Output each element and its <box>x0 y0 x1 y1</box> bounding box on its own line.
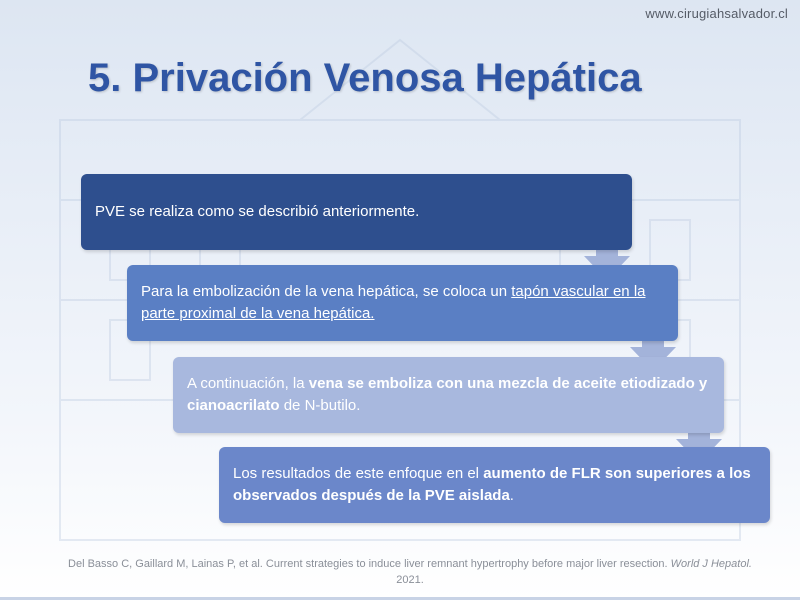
citation-journal: World J Hepatol. <box>670 558 752 570</box>
citation-year: 2021. <box>396 574 424 586</box>
step-text <box>141 281 664 325</box>
step-text <box>233 463 756 507</box>
step-text-bold: aumento de FLR son superiores a los observados después de la PVE aislada <box>233 465 751 504</box>
reference-citation <box>60 556 760 588</box>
process-step-2 <box>127 265 678 341</box>
step-text <box>187 373 710 417</box>
website-url: www.cirugiahsalvador.cl <box>645 6 788 21</box>
step-text <box>95 201 419 223</box>
step-text-part: de N-butilo. <box>279 397 361 414</box>
slide-title: 5. Privación Venosa Hepática <box>88 56 642 100</box>
step-text-part: . <box>509 487 514 504</box>
step-text-bold: vena se emboliza con una mezcla de aceite etiodizado y cianoacrilato <box>187 375 708 414</box>
process-step-1 <box>81 174 632 250</box>
citation-authors-title: Del Basso C, Gaillard M, Lainas P, et al. Current strategies to induce liver remnant hypertrophy before major liver resection. <box>68 558 671 570</box>
step-text-part: PVE se realiza como se describió anteriormente. <box>95 203 420 220</box>
process-step-4 <box>219 447 770 523</box>
process-step-3 <box>173 357 724 433</box>
step-text-part: A continuación, la <box>187 375 309 392</box>
step-text-part: Para la embolización de la vena hepática, se coloca un <box>141 283 512 300</box>
step-text-underlined: tapón vascular en la parte proximal de la vena hepática. <box>141 283 646 322</box>
step-text-part: Los resultados de este enfoque en el <box>233 465 484 482</box>
